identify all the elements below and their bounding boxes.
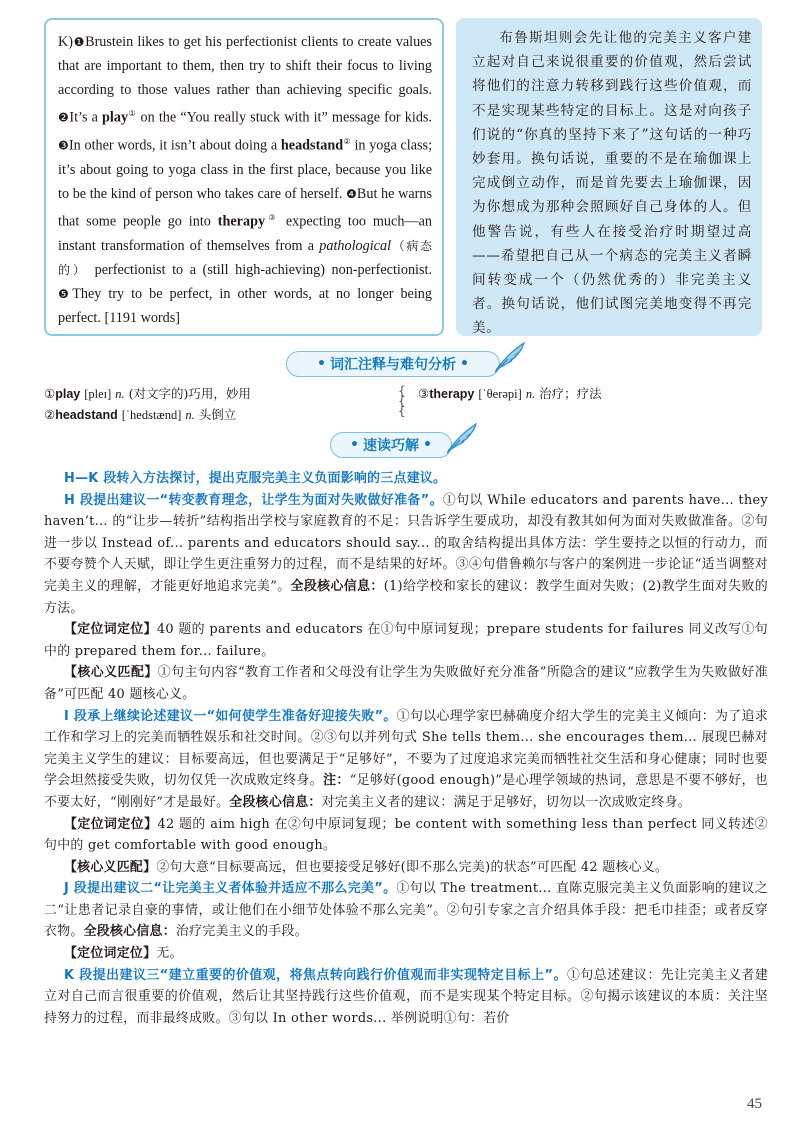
footnote-3: ③ [265, 213, 279, 223]
analysis-heading: H—K 段转入方法探讨，提出克服完美主义负面影响的三点建议。 [63, 471, 447, 486]
banner-dot-left: • [317, 356, 326, 372]
analysis-label: 【核心义匹配】 [63, 859, 157, 875]
analysis-paragraph [44, 965, 768, 1030]
vocab-section-title: 词汇注释与难句分析 [330, 357, 456, 373]
analysis-label: 全段核心信息： [229, 794, 322, 810]
speed-reading-title: 速读巧解 [363, 438, 419, 454]
english-passage-box [44, 18, 444, 336]
analysis-paragraph [44, 814, 768, 857]
analysis-label: 【定位词定位】 [63, 622, 157, 638]
vocab-phonetic: [ˈθerəpi] [478, 387, 522, 401]
vocab-word-play: play [102, 110, 129, 127]
sentence-4-end: perfectionist to a (still high-achieving) non-perfectionist. [88, 262, 432, 279]
analysis-label: 全段核心信息： [83, 924, 176, 940]
vocab-pos: n. [525, 387, 536, 401]
vocab-item-3 [418, 384, 602, 404]
analysis-text: 42 题的 aim high 在②句中原词复现；be content with something less than perfect 同义转述②句中的 get comfortable with good enough。 [44, 816, 768, 854]
footnote-2: ② [343, 137, 351, 147]
vocab-pos: n. [185, 408, 195, 422]
vocab-word: play [55, 387, 81, 401]
analysis-heading: J 段提出建议二“让完美主义者体验并适应不那么完美”。 [63, 881, 397, 897]
analysis-text: 治疗完美主义的手段。 [175, 924, 308, 940]
vocab-num: ① [44, 386, 56, 401]
banner-dot-right: • [423, 437, 432, 453]
vocab-num: ③ [418, 386, 430, 401]
analysis-label: 全段核心信息： [290, 578, 384, 594]
analysis-text: 无。 [156, 946, 183, 962]
analysis-text: 40 题的 parents and educators 在①句中原词复现；prepare students for failures 同义改写①句中的 prepared them for... failure。 [44, 622, 768, 659]
analysis-paragraph [44, 857, 768, 879]
quill-pen-icon [492, 340, 528, 374]
analysis-heading: K 段提出建议三“建立重要的价值观，将焦点转向践行价值观而非实现特定目标上”。 [63, 967, 567, 983]
vocab-phonetic: [ˈhedstænd] [121, 408, 182, 422]
analysis-paragraph [44, 943, 768, 965]
analysis-text: ①句以 While educators and parents have... they haven’t... 的“让步—转折”结构指出学校与家庭教育的不足：只告诉学生要成功，却没有教其如何为面对失败做准备。②句进一步以 Instead of... parents and educators should say... 的取舍结构提出具体方法：学生要持之以恒的行动力，而不要夸赞个人天赋，即让学生更注重努力的过程，而不是结果的好坏。③④句借鲁赖尔与客户的案例进一步论证“适当调整对完美主义的理解，才能更好地追求完美”。 [44, 492, 768, 594]
analysis-text: ②句大意“目标要高远，但也要接受足够好(即不那么完美)的状态”可匹配 42 题核心义。 [156, 859, 669, 875]
sentence-marker-3: ❸ [58, 138, 69, 153]
sentence-marker-5: ❺ [58, 287, 73, 302]
sentence-5: They try to be perfect, in other words, at no longer being perfect. [1191 words] [58, 286, 432, 327]
vocab-meaning: 治疗；疗法 [539, 386, 602, 401]
page-number: 45 [747, 1096, 762, 1112]
banner-dot-right: • [460, 356, 469, 372]
chinese-translation-box [456, 18, 762, 336]
vocab-meaning: (对文字的)巧用，妙用 [128, 386, 251, 401]
analysis-text: ①句主句内容“教育工作者和父母没有让学生为失败做好充分准备”所隐含的建议“应教学生为失败做好准备”可匹配 40 题核心义。 [44, 665, 768, 702]
sentence-3-end: in yoga class; it’s about going to yoga class in the first place, because you like to be the kind of person who takes care of herself. [58, 137, 433, 203]
vocab-pos: n. [115, 387, 125, 401]
vocab-word: therapy [429, 387, 475, 401]
analysis-paragraph [44, 662, 768, 705]
analysis-heading: I 段承上继续论述建议一“如何使学生准备好迎接失败”。 [63, 708, 397, 724]
vocab-word-headstand: headstand [280, 137, 344, 154]
analysis-paragraph [44, 468, 768, 490]
analysis-label: 【核心义匹配】 [63, 665, 158, 681]
sentence-4-start: But he warns that some people go into [58, 186, 432, 230]
speed-reading-banner [330, 432, 452, 458]
analysis-text: (1)给学校和家长的建议：教学生面对失败；(2)教学生面对失败的方法。 [44, 578, 768, 616]
analysis-paragraph [44, 490, 768, 620]
analysis-heading: H 段提出建议一“转变教育理念，让学生为面对失败做好准备”。 [63, 492, 443, 508]
sentence-2-end: on the “You really stuck with it” message for kids. [136, 110, 432, 127]
vocab-item-2 [44, 405, 236, 425]
chinese-translation-text: 布鲁斯坦则会先让他的完美主义客户建立起对自己来说很重要的价值观，然后尝试将他们的注意力转移到践行这些价值观，而不是实现某些特定的目标上。这是对向孩子们说的“你真的坚持下来了”这句话的一种巧妙套用。换句话说，重要的不是在瑜伽课上完成倒立动作，而是首先要去上瑜伽课，因为你想成为那种会照顾好自己身体的人。但他警告说，有些人在接受治疗时期望过高——希望把自己从一个病态的完美主义者瞬间转变成一个（仍然优秀的）非完美主义者。换句话说，他们试图完美地变得不再完美。 [472, 30, 752, 337]
vocab-section-banner [286, 351, 500, 377]
sentence-2-start: It’s a [69, 110, 103, 127]
sentence-marker-4: ❹ [346, 187, 357, 202]
analysis-text: ①句以心理学家巴赫确度介绍大学生的完美主义倾向：为了追求工作和学习上的完美而牺牲娱乐和社交时间。②③句以并列句式 She tells them... she encourages them... 展现巴赫对完美主义学生的建议：目标要高远，但也要满足于“足够好”，不要为了过度追求完美而牺牲社交生活和身心健康；同时也要学会坦然接受失败，切勿仅凭一次成败定终身。 [44, 708, 769, 789]
vocab-divider: { { { [398, 384, 406, 418]
analysis-text: ①句以 The treatment... 直陈克服完美主义负面影响的建议之二“让患者记录自豪的事情，或让他们在小细节处体验不那么完美”。②句引专家之言介绍具体手段：把毛巾挂歪；或者反穿衣物。 [44, 881, 769, 940]
analysis-paragraph [44, 878, 768, 943]
sentence-3-start: In other words, it isn’t about doing a [68, 137, 281, 154]
footnote-1: ① [128, 109, 137, 119]
vocab-item-1 [44, 384, 251, 404]
vocab-phonetic: [pleɪ] [84, 387, 112, 401]
analysis-text: “足够好(good enough)”是心理学领域的热词，意思是不要不够好，也不要太好，“刚刚好”才是最好。 [44, 773, 768, 810]
word-pathological: pathological [319, 237, 392, 254]
english-passage-text [58, 30, 432, 330]
sentence-1: Brustein likes to get his perfectionist clients to create values that are important to them, then try to shift their focus to living according to those values rather than achieving specific goals. [58, 34, 432, 99]
sentence-4-mid: expecting too much—an instant transformation of themselves from a [58, 213, 432, 254]
analysis-label: 注： [323, 773, 350, 789]
analysis-section [44, 468, 768, 1029]
vocab-meaning: 头倒立 [198, 407, 237, 422]
vocab-word-therapy: therapy [217, 213, 266, 230]
analysis-label: 【定位词定位】 [63, 816, 158, 832]
sentence-marker-1: ❶ [72, 35, 86, 49]
analysis-label: 【定位词定位】 [63, 946, 157, 962]
analysis-text: ①句总述建议：先让完美主义者建立对自己而言很重要的价值观，然后让其坚持践行这些价值观，而不是实现某个特定目标。②句揭示该建议的本质：关注坚持努力的过程，而非最终成败。③句以 In other words... 举例说明①句：若价 [44, 967, 769, 1026]
vocab-num: ② [44, 407, 56, 422]
analysis-paragraph [44, 706, 768, 814]
banner-dot-left: • [350, 437, 359, 453]
analysis-text: 对完美主义者的建议：满足于足够好，切勿以一次成败定终身。 [321, 794, 691, 810]
vocab-word: headstand [55, 408, 118, 422]
paragraph-label: K) [58, 34, 73, 50]
sentence-marker-2: ❷ [58, 111, 70, 126]
quill-pen-icon [444, 421, 480, 455]
gloss-pathological: （病态的） [58, 238, 432, 278]
analysis-paragraph [44, 619, 768, 662]
